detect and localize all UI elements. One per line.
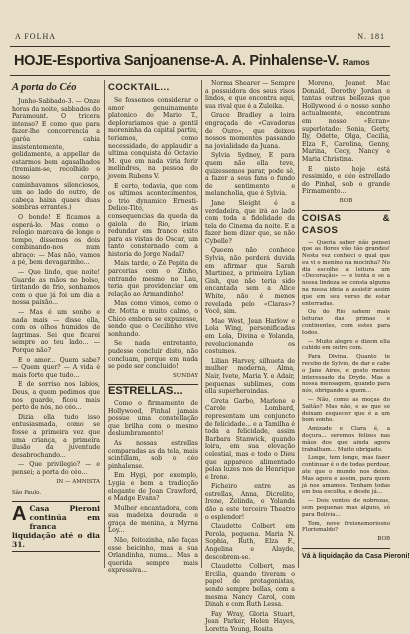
paragraph: As nossas estrellas comparadas as da tela, mais scintillam, sob o céo pinhalense. — [108, 439, 198, 470]
article-title: ESTRELLAS... — [108, 385, 183, 398]
publication-name: A FOLHA — [15, 32, 57, 41]
paragraph: Fay Wray, Gloria Stuart, Jean Parker, Helen Hayes, Loretta Young, Rosita — [205, 610, 295, 633]
section-rule — [302, 210, 390, 211]
paragraph: Grace Bradley a loira engraçada de «Cavadoras de Ouro», que deixou nossos momentos passando na jovialidade da Juana. — [205, 112, 295, 150]
article-title: COCKTAIL... — [108, 82, 170, 93]
paragraph: — Que lindo, que noite! Guarde as mãos no bolso, tiritando de frio, sonhamos com o que já foi um dia a nossa paixão... — [12, 269, 100, 307]
page-headline — [14, 50, 390, 72]
paragraph: Mas como vimos, como o dr. Motta e muito calmo, o Chico embora se expuzesse, sendo que o Cecilinho vive sonhando. — [108, 300, 198, 338]
paragraph: Tom, nove freisnemoriosno Florismaldo? — [302, 520, 390, 534]
column-divider — [104, 80, 105, 568]
column-divider — [201, 80, 202, 568]
headline-rule — [10, 75, 390, 76]
paragraph: O bonde! E ficamos a esperá-lo. Mas como o relogio marcava de longe o tempo, dissemos os dois combinando-nos num abraço: — Mas não, vamos a pé, bem devagarinho... — [12, 213, 100, 267]
ad-text: Casa Pieroni continúa em franca liquidação até o dia 31. — [12, 503, 100, 549]
paragraph: — Não, como as moças do Saltão? Mas não, e as que se deixam esquecer que é a um bom sonho. — [302, 397, 390, 424]
paragraph: Mae West, Jean Harlow e Lola Wing, personificadas em Lola, Divina e Yolanda, revolucionando os costumes. — [205, 317, 295, 356]
paragraph: Longe, tem longe, mas fazer continuar é o de todas perdoar, ate que o mundo nos deixe. Mas agora e assim, para quem já nos amamos. Tenham todas em boa escolha, e desde já... — [302, 455, 390, 496]
paragraph: Queem não conhece Sylvia, não perderá duvida em afirmar que Sarah Martinez, a primeira Lylian Gish, que não teria sido encantada sem a Alice White, não é menos revelada pelo «Claras»? Você, sim. — [205, 247, 295, 316]
paragraph: Ficheiro entre as estrellas, Anna, Dicrelito, Irene, Zelinda, e Yolanda dão a este terceiro Theatro o esplendor! — [205, 483, 295, 521]
column-1 — [12, 80, 100, 568]
column-3 — [205, 80, 295, 633]
paragraph: Mais tarde, o Zé Pepita de parcerias com o Zinho, entrando mesmo no Lau, teria que providenciar em relação ao Armandinho! — [108, 260, 198, 298]
paragraph: Ou do Rio sahem mais leituras das primas e continentes, com estes para todos. — [302, 309, 390, 336]
paragraph: Mulher encantadora, com sua madeixa dourada e graça de menina, a Myrna Loy... — [108, 504, 198, 535]
article-signature: SUNDAY — [172, 372, 198, 379]
header-rule — [10, 46, 390, 47]
paragraph: — Muito alegre e dizem ella cahido em outro com. — [302, 338, 390, 352]
section-rule — [302, 548, 390, 549]
paragraph: Lilian Harvey, silhueta de mulher moderna, Alma, Nair, Ivete, Maria Y. e Adair, pequenas sublimes, com ella superheroindas. — [205, 357, 295, 396]
footer-advertisement: Vá à liquidação da Casa Pieroni! — [302, 552, 410, 560]
column-2 — [108, 80, 198, 575]
advertisement-box — [12, 501, 100, 552]
paragraph: E nisto hoje está ressimido, e céo estrellado do Pinhal, sob o grande Firmamento... — [302, 165, 390, 196]
page-header — [10, 30, 390, 44]
headline-tail: Ramos — [342, 58, 370, 67]
article-title: A porta do Céo — [12, 82, 77, 93]
paragraph: — Mas é um sonho e nada mais — disse ella, com os olhos humidos de lagrimas. Sei que ficarei sempre ao teu lado... — Porque não? — [12, 309, 100, 354]
paragraph: Se fossemos considerar o amor genuinamente platonico do Mario T., deplorariamos que a gentil moreninha da capital partiu, teriamos, como necessidade, de applaudir a ultima conquista do Octavio M. que em nada viria ferir melindres, na pessoa do jovem Rubens V. — [108, 97, 198, 180]
paragraph: E certo, todavia, que com os ultimos acontecimentos, o trio dynamico Ernesti-Delice-Tito, as consequencias da queda da gaiola do Rio, iriam redundar em franco exito para as vistas do Oscar, um tanto consternado com a historia do Jorge Nadal? — [108, 182, 198, 258]
paragraph: Não, feitozinha, não faças esse beicinho, mas a sua Orlandinha, numa... Mas a querida sempre mais expressiva... — [108, 537, 198, 575]
paragraph: — Dois ventos de nobrezas, sem pequenas mas alguns, só para Bolivia... — [302, 498, 390, 518]
paragraph: Se nada entretanto, pudesse concluir disto, não concluam, porque em nada se pode ser concluido! — [108, 340, 198, 371]
column-divider — [298, 80, 299, 568]
issue-number: N. 181 — [357, 32, 385, 41]
headline-main: HOJE-Esportiva Sanjoanense-A. A. Pinhalense-V. — [14, 53, 340, 69]
paragraph: Como o firmamento de Hollywood, Pinhal jamais possue uma constellação que brilha com o mesmo deslumbramento! — [108, 399, 198, 438]
paragraph: Em Hygi, por exemplo, Lygia e bem a tradicção elegante de Joan Crawford, e Madge Evans? — [108, 472, 198, 503]
paragraph: Greta Garbo, Marlene e Carole Lombard, representam um conjuncto de felicidade... e a Tamilha é toda a felicidade, assim Barbara Stanwick, quando loira, em sua elevação celestial, mas e todo o Dieu que apparece alimentado pelas luzes nos de Henrique e Irene. — [205, 397, 295, 481]
paragraph: Moreno, Jeanet Mac Donald, Dorothy Jordan e tantas outras bellezas que Hollywood é o nosso sonho actualmente, encontram em nosso «Ecran» superlotado: Sonia, Gerty, Ily, Odette, Olga, Cecilia, Elza F., Carolina, Genny, Marina, Cecy, Nancy e Maria Christina. — [302, 80, 390, 163]
article-place: São Paulo. — [12, 490, 42, 497]
paragraph: Jane Sleight é a verdadeira, que irá ao lado com toda a fidelidade da tela do Cinema da noite. E a fazer bem dizer que, se não Cybelle? — [205, 199, 295, 245]
paragraph: — Que privilegio? — e pensei; a porta do céo... — [12, 461, 100, 476]
paragraph: Para Divina. Quanto te recebo de Sylvio, de dar e cabe o Jane Aires, e gosto menos interessado da Dryde. Mas a nossa mensagem, quando para nós, obrigando a quem... — [302, 354, 390, 395]
article-title: COISAS & CASOS — [302, 212, 390, 236]
paragraph: Sylvia Sydney, E para quem não ella teve, quizessemos parar, pode sê, a fazer a seus fans o fundo de sentimento e melancholia, que é Sylvia. — [205, 152, 295, 198]
paragraph: Claudette Colbert, mas Ercilia, quando tiveram o papel de protagonistas, sendo sempre bellas, com a mesma Nancy Carol, com Dinah e com Ruth Lessa. — [205, 563, 295, 609]
paragraph: E de sorriso nos labios, Deus, a quem pedimos que nos guarde, ficou mais perto de nós, no céo... — [12, 381, 100, 412]
article-signature: BOB — [339, 197, 353, 204]
paragraph: Claudette Colbert em Perola, pequena. Maria N. Sophia, Ruth, Elza F., Angelina e Alayde, descobrem-se. — [205, 523, 295, 561]
section-rule — [108, 384, 198, 385]
article-signature: IN — AMNISTA — [56, 478, 100, 485]
column-4 — [302, 80, 410, 568]
paragraph: Amizade e Clara é, a doçura... seremos felizes nas mãos dos que ainda agora trabalham... Muito obrigado. — [302, 426, 390, 453]
paragraph: E o amor... Quem sabe? — Quem quer? — A vida é mais forte que tudo... — [12, 356, 100, 379]
ad-initial: A — [12, 502, 27, 525]
paragraph: — Queria saber não pensei que as flores vão tão grandes! Nesta vez conheci o qual que eu vi o menino na mocinha? No dia escolhe a leitura um «Decoração» — e tenta e se a nossa lindeza se consta alguma na nossa ideia a assistir assim que em seu verso de estar enterradas. — [302, 239, 390, 307]
paragraph: Dizia ella tudo isso entusiasmada, como se fosse a primeira vez que uma criança, a primeira ilusão da juventude desabrochando... — [12, 413, 100, 459]
article-signature: BOB — [377, 536, 390, 543]
paragraph: Junho-Sabbado-3. — Onze horas da noite, sabbados do Paramount. O tricera intenso? E como que para fazer-lhe concorrencia a garôa cahia insistentemente, gelidamente, a appellar de estarmos bem agasalhados (tremiam-se, recolhido o nosso corpo, caminhavamos silenciosos, um ao lado do outro, de cabeça baixa quaes duas sombras errantes.) — [12, 98, 100, 212]
paragraph: Norma Shearer — Sempre a possuidora dos seus risos lindos, e que encontra aqui, sua rival que é a Zuleika. — [205, 80, 295, 110]
